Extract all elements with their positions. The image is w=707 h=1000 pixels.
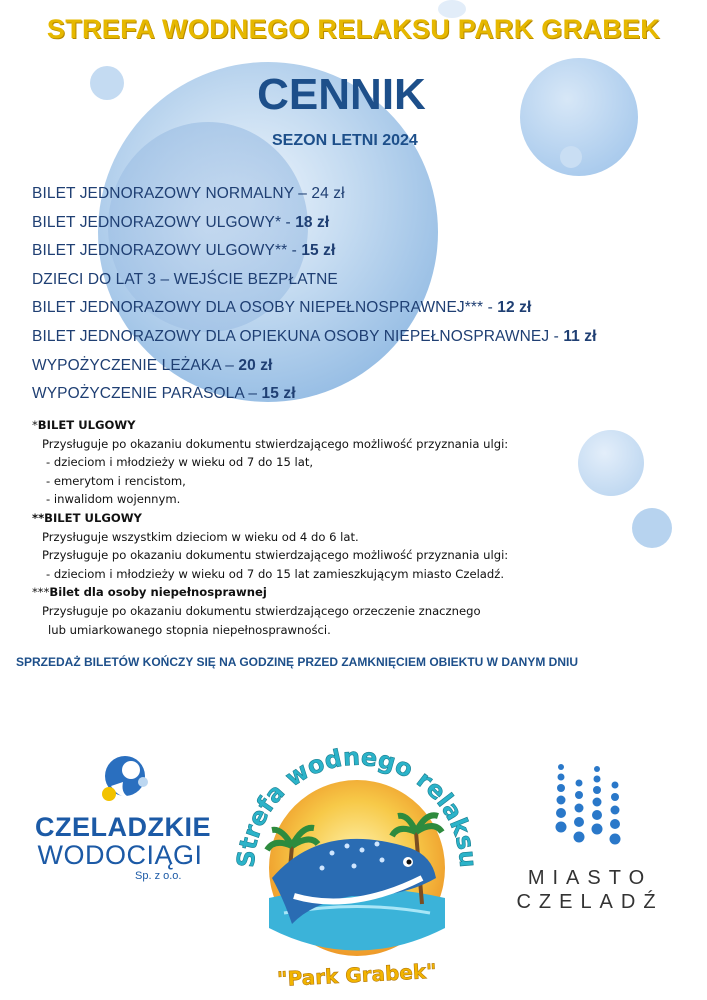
season-label: SEZON LETNI 2024 [272, 132, 418, 149]
footnote-line: - dzieciom i młodzieży w wieku od 7 do 15 lat, [46, 455, 314, 470]
price-label: WYPOŻYCZENIE PARASOLA – [32, 385, 262, 403]
water-drop-icon [35, 752, 205, 812]
wodociagi-logo [35, 752, 211, 892]
footnote-title: Bilet dla osoby niepełnosprawnej [49, 585, 267, 600]
footnotes [32, 416, 672, 639]
wodociagi-name-2: WODOCIĄGI [37, 840, 203, 870]
footnote-line: - inwalidom wojennym. [46, 492, 181, 507]
park-grabek-logo [232, 728, 482, 990]
price-label: WYPOŻYCZENIE LEŻAKA – [32, 356, 239, 374]
footnote-line: lub umiarkowanego stopnia niepełnosprawności. [48, 622, 331, 637]
footnote-line: - dzieciom i młodzieży w wieku od 7 do 15 lat zamieszkującym miasto Czeladź. [46, 566, 505, 581]
price-item [32, 237, 692, 266]
page-title: STREFA WODNEGO RELAKSU PARK GRABEK [46, 14, 661, 44]
price-item [32, 209, 692, 238]
background-bubble [560, 146, 582, 168]
footnote-heading [32, 416, 672, 435]
price-amount: 18 zł [295, 213, 330, 231]
price-list-heading [0, 70, 707, 120]
footnote-line: Przysługuje po okazaniu dokumentu stwierdzającego możliwość przyznania ulgi: [42, 548, 509, 563]
miasto-line-1: MIASTO [527, 867, 653, 889]
footnote-heading [32, 583, 672, 602]
price-amount: 15 zł [261, 385, 296, 403]
price-label: BILET JEDNORAZOWY ULGOWY* - [32, 213, 296, 231]
footnote-line: Przysługuje po okazaniu dokumentu stwierdzającego orzeczenie znacznego [42, 603, 481, 618]
price-list-heading-text: CENNIK [257, 70, 426, 119]
price-list [32, 180, 692, 409]
footnote-title: BILET ULGOWY [37, 418, 136, 432]
price-label: DZIECI DO LAT 3 – WEJŚCIE BEZPŁATNE [32, 270, 338, 288]
footnote-line: Przysługuje po okazaniu dokumentu stwierdzającego możliwość przyznania ulgi: [42, 436, 509, 451]
footnote-marker: * [32, 418, 38, 432]
price-item [32, 266, 692, 295]
price-label: BILET JEDNORAZOWY DLA OSOBY NIEPEŁNOSPRAWNEJ*** - [32, 299, 498, 317]
price-item [32, 294, 692, 323]
miasto-czeladz-logo [505, 755, 675, 915]
price-label: BILET JEDNORAZOWY NORMALNY – 24 zł [32, 185, 345, 202]
city-emblem-icon [505, 755, 675, 865]
park-name: "Park Grabek" [276, 958, 438, 990]
price-amount: 15 zł [301, 242, 336, 260]
price-label: BILET JEDNORAZOWY DLA OPIEKUNA OSOBY NIEPEŁNOSPRAWNEJ - [32, 327, 564, 345]
price-item [32, 323, 692, 352]
footnote-line: Przysługuje wszystkim dzieciom w wieku od 4 do 6 lat. [42, 529, 359, 544]
footnote-line: - emerytom i rencistom, [46, 473, 186, 488]
price-amount: 20 zł [238, 356, 273, 374]
sales-notice: SPRZEDAŻ BILETÓW KOŃCZY SIĘ NA GODZINĘ PRZED ZAMKNIĘCIEM OBIEKTU W DANYM DNIU [16, 655, 579, 669]
price-label: BILET JEDNORAZOWY ULGOWY** - [32, 242, 302, 260]
price-item [32, 180, 692, 209]
price-item [32, 380, 692, 409]
footnote-marker: *** [32, 585, 50, 600]
wodociagi-name-3: Sp. z o.o. [135, 870, 182, 882]
footnote-heading: **BILET ULGOWY [32, 510, 142, 525]
wodociagi-name-1: CZELADZKIE [35, 812, 211, 842]
park-arc-title: Strefa wodnego relaksu [232, 742, 482, 869]
miasto-line-2: CZELADŹ [516, 891, 664, 913]
price-amount: 11 zł [563, 327, 597, 345]
price-item [32, 352, 692, 381]
price-amount: 12 zł [497, 299, 532, 317]
